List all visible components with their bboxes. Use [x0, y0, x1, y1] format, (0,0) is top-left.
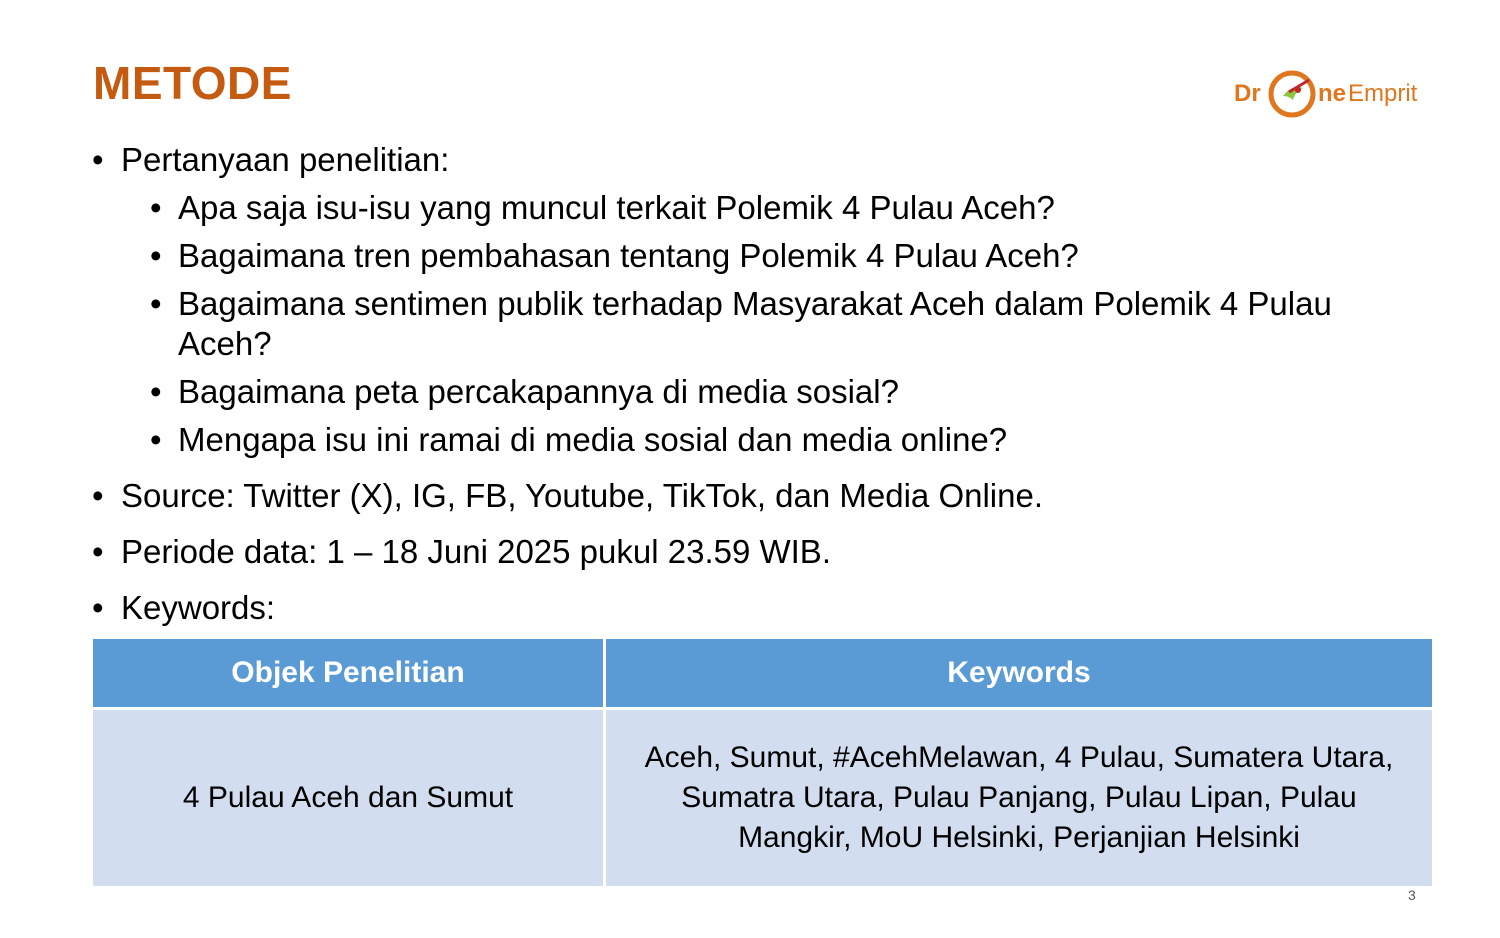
cell-research-object: 4 Pulau Aceh dan Sumut — [92, 709, 605, 888]
question-item: • Mengapa isu ini ramai di media sosial dan media online? — [92, 420, 1422, 460]
bullet-list — [92, 140, 1422, 628]
drone-emprit-logo — [1232, 66, 1442, 122]
question-item: • Bagaimana peta percakapannya di media sosial? — [92, 372, 1422, 412]
slide-title: METODE — [93, 57, 292, 109]
question-item: • Bagaimana tren pembahasan tentang Polemik 4 Pulau Aceh? — [92, 236, 1422, 276]
logo-text-dr: Dr — [1234, 80, 1261, 107]
table-row — [92, 709, 1434, 888]
bullet-research-questions: • Pertanyaan penelitian: — [92, 140, 1422, 180]
bullet-period: • Periode data: 1 – 18 Juni 2025 pukul 23.59 WIB. — [92, 532, 1422, 572]
table-header-row — [92, 638, 1434, 709]
drone-ring-icon — [1265, 66, 1319, 120]
keywords-table — [90, 636, 1435, 889]
cell-keywords: Aceh, Sumut, #AcehMelawan, 4 Pulau, Sumatera Utara, Sumatra Utara, Pulau Panjang, Pulau Lipan, Pulau Mangkir, MoU Helsinki, Perjanjian Helsinki — [605, 709, 1434, 888]
logo-text-ne: ne — [1318, 80, 1347, 107]
question-item: • Bagaimana sentimen publik terhadap Masyarakat Aceh dalam Polemik 4 Pulau Aceh? — [92, 284, 1358, 364]
header-research-object: Objek Penelitian — [92, 638, 605, 709]
page-number: 3 — [1408, 887, 1416, 903]
bullet-keywords: • Keywords: — [92, 588, 1422, 628]
header-keywords: Keywords — [605, 638, 1434, 709]
question-item: • Apa saja isu-isu yang muncul terkait Polemik 4 Pulau Aceh? — [92, 188, 1422, 228]
bullet-source: • Source: Twitter (X), IG, FB, Youtube, TikTok, dan Media Online. — [92, 476, 1422, 516]
logo-text-emprit: Emprit — [1348, 80, 1418, 107]
